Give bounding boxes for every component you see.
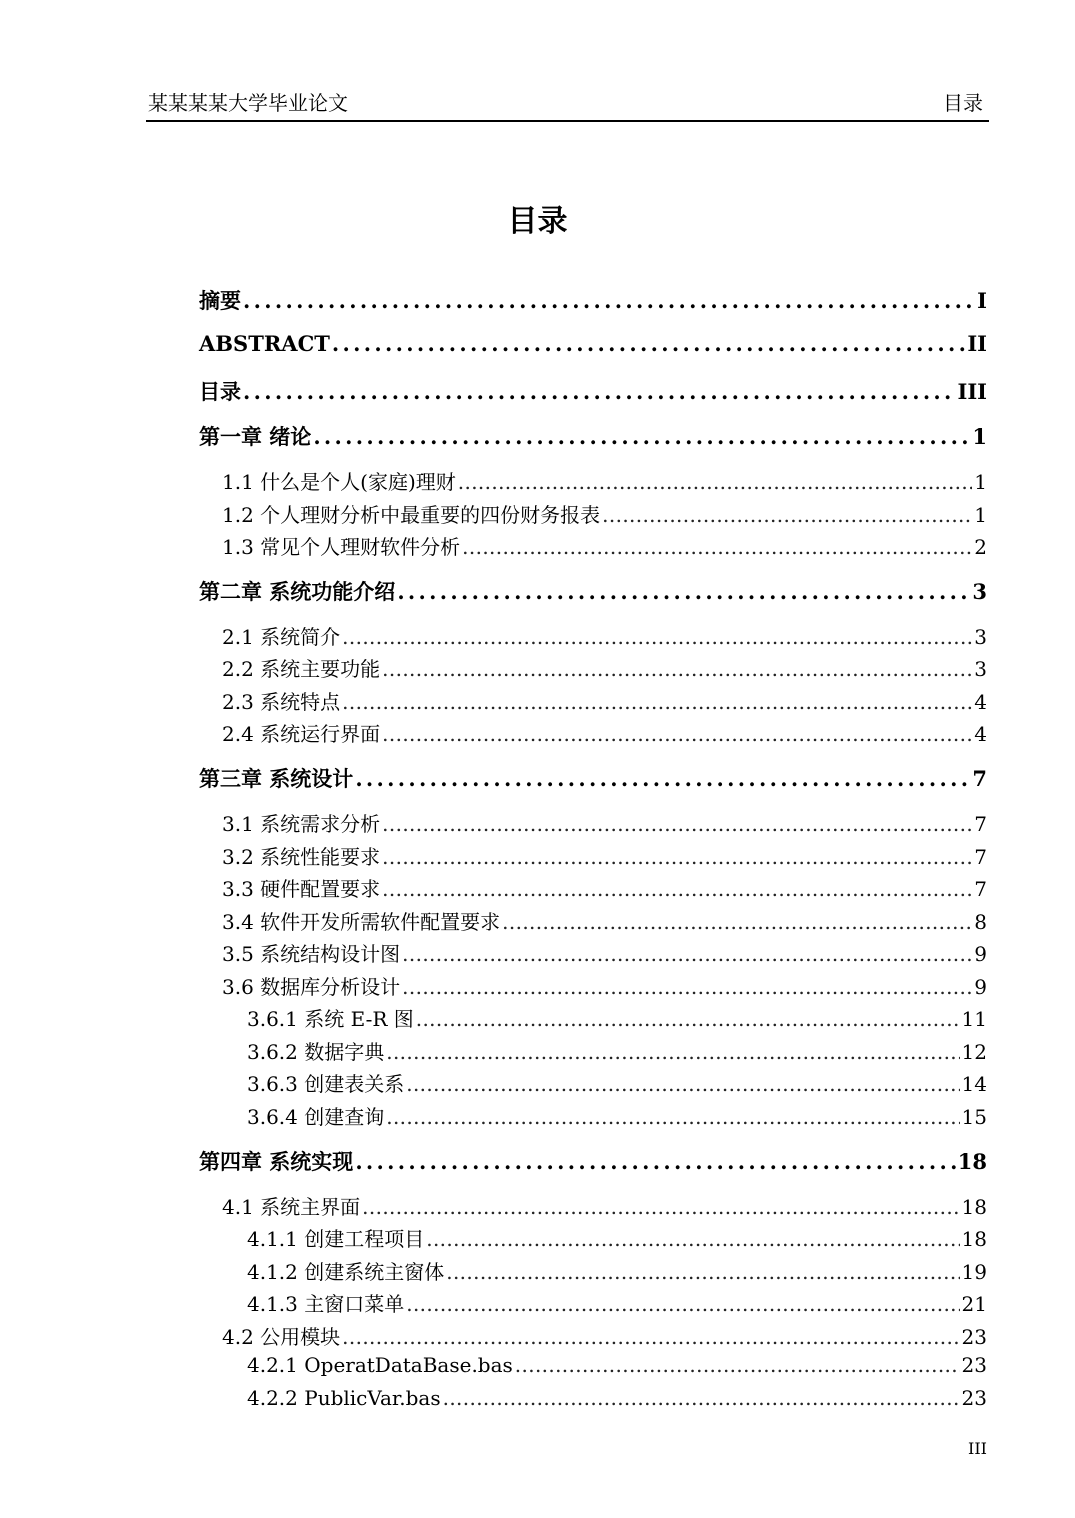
toc-entry[interactable] — [199, 331, 987, 356]
toc-entry[interactable] — [199, 971, 987, 1000]
header-thesis-title: 某某某某大学毕业论文 — [148, 91, 348, 115]
toc-entry[interactable] — [199, 718, 987, 747]
toc-dot-leader — [382, 845, 972, 869]
toc-entry-title: 第二章 系统功能介绍 — [199, 579, 396, 604]
toc-entry-title: 3.6.2 数据字典 — [247, 1040, 385, 1064]
toc-entry-page: 11 — [961, 1007, 987, 1031]
toc-entry[interactable] — [199, 1101, 987, 1130]
toc-entry[interactable] — [199, 576, 987, 606]
toc-entry[interactable] — [199, 1003, 987, 1032]
toc-dot-leader — [602, 503, 972, 527]
toc-dot-leader — [502, 910, 972, 934]
toc-entry-title: 3.2 系统性能要求 — [222, 845, 381, 869]
toc-dot-leader — [443, 1386, 960, 1410]
toc-dot-leader — [355, 766, 970, 791]
toc-dot-leader — [397, 579, 970, 604]
toc-dot-leader — [243, 288, 975, 313]
toc-entry-page: 4 — [974, 690, 987, 714]
toc-entry-page: III — [957, 379, 987, 404]
toc-dot-leader — [342, 625, 972, 649]
toc-entry-title: ABSTRACT — [199, 331, 330, 356]
toc-entry-title: 4.2 公用模块 — [222, 1325, 341, 1349]
toc-entry-title: 4.1.3 主窗口菜单 — [247, 1292, 405, 1316]
toc-entry[interactable] — [199, 938, 987, 967]
toc-dot-leader — [406, 1292, 959, 1316]
toc-entry-page: 15 — [961, 1105, 987, 1129]
toc-entry-title: 摘要 — [199, 288, 241, 313]
toc-entry-title: 1.1 什么是个人(家庭)理财 — [222, 470, 456, 494]
toc-entry[interactable] — [199, 1068, 987, 1097]
toc-entry-page: 18 — [961, 1195, 987, 1219]
toc-dot-leader — [402, 975, 972, 999]
toc-dot-leader — [382, 657, 972, 681]
toc-entry[interactable] — [199, 1353, 987, 1377]
toc-entry[interactable] — [199, 808, 987, 837]
toc-entry-title: 2.4 系统运行界面 — [222, 722, 381, 746]
toc-entry[interactable] — [199, 1191, 987, 1220]
toc-entry-title: 2.3 系统特点 — [222, 690, 341, 714]
toc-entry-page: 19 — [961, 1260, 987, 1284]
toc-entry-page: 18 — [957, 1149, 987, 1174]
toc-entry-page: 8 — [974, 910, 987, 934]
toc-entry-title: 4.2.2 PublicVar.bas — [247, 1386, 441, 1410]
toc-entry-title: 3.4 软件开发所需软件配置要求 — [222, 910, 501, 934]
toc-entry-page: 3 — [972, 579, 987, 604]
toc-entry-page: 23 — [961, 1325, 987, 1349]
toc-entry[interactable] — [199, 1288, 987, 1317]
toc-entry-page: 3 — [974, 657, 987, 681]
toc-entry-title: 第三章 系统设计 — [199, 766, 354, 791]
toc-entry[interactable] — [199, 1386, 987, 1410]
toc-entry[interactable] — [199, 873, 987, 902]
toc-dot-leader — [243, 379, 956, 404]
toc-entry-title: 3.6.4 创建查询 — [247, 1105, 385, 1129]
toc-entry-page: 1 — [974, 503, 987, 527]
toc-entry-title: 4.1.1 创建工程项目 — [247, 1227, 425, 1251]
toc-entry-page: 9 — [974, 942, 987, 966]
toc-dot-leader — [426, 1227, 959, 1251]
toc-entry-page: 3 — [974, 625, 987, 649]
toc-dot-leader — [382, 877, 972, 901]
toc-entry[interactable] — [199, 531, 987, 560]
toc-entry[interactable] — [199, 421, 987, 451]
toc-dot-leader — [342, 1325, 959, 1349]
toc-entry-title: 3.6 数据库分析设计 — [222, 975, 401, 999]
toc-entry[interactable] — [199, 621, 987, 650]
toc-entry-page: 7 — [974, 812, 987, 836]
toc-dot-leader — [355, 1149, 955, 1174]
toc-dot-leader — [462, 535, 972, 559]
toc-dot-leader — [386, 1040, 959, 1064]
toc-entry-title: 1.3 常见个人理财软件分析 — [222, 535, 461, 559]
toc-entry[interactable] — [199, 906, 987, 935]
toc-entry-title: 4.2.1 OperatDataBase.bas — [247, 1353, 513, 1377]
toc-entry[interactable] — [199, 763, 987, 793]
toc-dot-leader — [342, 690, 972, 714]
toc-entry-title: 3.1 系统需求分析 — [222, 812, 381, 836]
toc-entry[interactable] — [199, 1036, 987, 1065]
toc-entry-page: 12 — [961, 1040, 987, 1064]
toc-entry[interactable] — [199, 841, 987, 870]
toc-dot-leader — [332, 331, 965, 356]
toc-entry-title: 2.2 系统主要功能 — [222, 657, 381, 681]
toc-entry-title: 3.3 硬件配置要求 — [222, 877, 381, 901]
page-title: 目录 — [507, 204, 568, 239]
toc-entry-title: 2.1 系统简介 — [222, 625, 341, 649]
toc-entry-page: 1 — [974, 470, 987, 494]
toc-entry-title: 1.2 个人理财分析中最重要的四份财务报表 — [222, 503, 601, 527]
toc-entry-title: 3.6.3 创建表关系 — [247, 1072, 405, 1096]
toc-entry-page: 4 — [974, 722, 987, 746]
toc-entry-page: 23 — [961, 1386, 987, 1410]
toc-entry-title: 第一章 绪论 — [199, 424, 312, 449]
toc-dot-leader — [416, 1007, 960, 1031]
toc-entry[interactable] — [199, 1223, 987, 1252]
toc-entry[interactable] — [199, 686, 987, 715]
toc-entry[interactable] — [199, 499, 987, 528]
toc-entry-page: 7 — [972, 766, 987, 791]
toc-entry-title: 4.1 系统主界面 — [222, 1195, 361, 1219]
toc-entry-page: 14 — [961, 1072, 987, 1096]
toc-entry-page: 1 — [972, 424, 987, 449]
toc-entry-title: 第四章 系统实现 — [199, 1149, 354, 1174]
toc-entry-page: II — [967, 331, 987, 356]
toc-entry[interactable] — [199, 653, 987, 682]
toc-entry-title: 3.6.1 系统 E-R 图 — [247, 1007, 414, 1031]
toc-entry[interactable] — [199, 466, 987, 495]
toc-dot-leader — [515, 1353, 960, 1377]
toc-entry-page: 23 — [961, 1353, 987, 1377]
toc-dot-leader — [313, 424, 970, 449]
toc-entry-page: 2 — [974, 535, 987, 559]
toc-dot-leader — [446, 1260, 959, 1284]
toc-dot-leader — [386, 1105, 959, 1129]
toc-dot-leader — [402, 942, 972, 966]
table-of-contents — [199, 0, 987, 1518]
toc-entry[interactable] — [199, 1146, 987, 1176]
page-number: III — [968, 1439, 987, 1458]
toc-entry[interactable] — [199, 1256, 987, 1285]
toc-entry-page: 18 — [961, 1227, 987, 1251]
toc-dot-leader — [406, 1072, 959, 1096]
header-section-name: 目录 — [943, 91, 983, 115]
toc-entry-page: 7 — [974, 845, 987, 869]
toc-entry-title: 目录 — [199, 379, 241, 404]
toc-dot-leader — [382, 722, 972, 746]
toc-entry-page: 21 — [961, 1292, 987, 1316]
toc-entry[interactable] — [199, 285, 987, 315]
toc-dot-leader — [382, 812, 972, 836]
toc-entry-title: 4.1.2 创建系统主窗体 — [247, 1260, 445, 1284]
toc-dot-leader — [362, 1195, 959, 1219]
toc-dot-leader — [458, 470, 972, 494]
toc-entry-page: 7 — [974, 877, 987, 901]
toc-entry-page: 9 — [974, 975, 987, 999]
toc-entry[interactable] — [199, 1321, 987, 1350]
toc-entry[interactable] — [199, 376, 987, 406]
toc-entry-title: 3.5 系统结构设计图 — [222, 942, 401, 966]
toc-entry-page: I — [977, 288, 987, 313]
